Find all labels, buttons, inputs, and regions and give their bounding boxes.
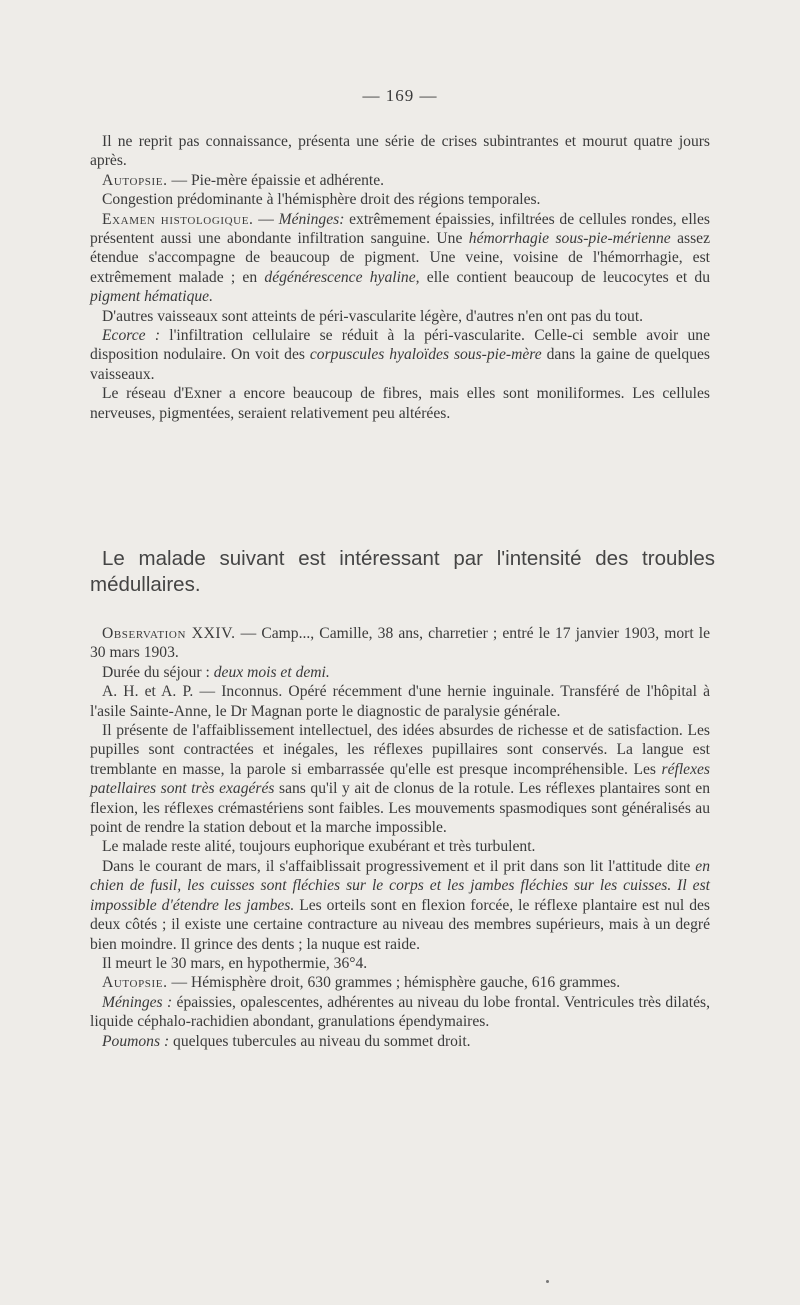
text-run: dégénérescence hyaline, [264,268,420,286]
text-run: hémorrhagie sous-pie-mérienne [468,230,671,248]
text-run: D'autres vaisseaux sont atteints de péri-vascularite légère, d'autres n'en ont pas du tout. [102,307,644,325]
text-run: — Pie-mère épaissie et adhérente. [167,171,385,189]
paragraph [90,993,710,1032]
text-run: Ecorce : [102,327,161,345]
text-run: dans la gaine de quelques vaisseaux. [90,346,710,383]
paragraph [90,973,710,992]
text-run: Congestion prédominante à l'hémisphère droit des régions temporales. [102,191,541,209]
paragraph [90,171,710,190]
paragraph [90,1032,710,1051]
text-run: Autopsie. [102,171,168,189]
text-run: sans qu'il y ait de clonus de la rotule. Les réflexes plantaires sont en flexion, les réflexes crémastériens sont faibles. Les mouvements spasmodiques sont généralisés au point de rendre la station debout et la marche impossible. [90,780,710,837]
text-block-observation-xxiv [90,624,710,1051]
text-run: Poumons : [102,1032,170,1050]
paragraph [90,210,710,307]
text-run: A. H. et A. P. — Inconnus. Opéré récemment d'une hernie inguinale. Transféré de l'hôpital à l'asile Sainte-Anne, le Dr Magnan porte le diagnostic de paralysie générale. [90,683,710,720]
text-run: — Camp..., Camille, 38 ans, charretier ; entré le 17 janvier 1903, mort le 30 mars 1903. [90,625,711,662]
paragraph [90,384,710,423]
text-run: épaissies, opalescentes, adhérentes au niveau du lobe frontal. Ventricules très dilatés, liquide céphalo-rachidien abondant, granulations épendymaires. [90,993,710,1031]
text-run: — Hémisphère droit, 630 grammes ; hémisphère gauche, 616 grammes. [167,974,621,992]
paragraph [90,721,710,837]
text-block-case-end [90,132,710,423]
text-run: Il meurt le 30 mars, en hypothermie, 36°4. [102,954,368,972]
text-run: Il présente de l'affaiblissement intellectuel, des idées absurdes de richesse et de satisfaction. Les pupilles sont contractées et inégales, les réflexes pupillaires sont conservés. La langue est tremblante en masse, la parole si embarrassée qu'elle est presque incompréhensible. Les [90,722,710,778]
paragraph [90,682,710,721]
text-run: Durée du séjour : [102,663,214,681]
text-run: Méninges : [102,993,173,1011]
text-run: — [253,210,279,228]
text-run: quelques tubercules au niveau du sommet droit. [169,1032,471,1050]
page-number: — 169 — [362,86,438,105]
paragraph [90,190,710,209]
paragraph [90,326,710,384]
text-run: Méninges: [278,210,345,228]
paragraph [90,837,710,856]
text-run: Le malade reste alité, toujours euphorique exubérant et très turbulent. [102,838,536,856]
text-run: Examen histologique. [102,210,254,228]
text-run: en chien de fusil, les cuisses sont fléchies sur le corps et les jambes fléchies sur les cuisses. Il est impossible d'étendre les jambes. [90,857,710,914]
section-intro: Le malade suivant est intéressant par l'intensité des troubles médullaires. [90,547,715,596]
paragraph [90,132,710,171]
text-run: réflexes patellaires sont très exagérés [90,760,710,798]
text-run: Les orteils sont en flexion forcée, le réflexe plantaire est nul des deux côtés ; il existe une certaine contracture au niveau des membres supérieurs, mais à un degré bien moindre. Il grince des dents ; la nuque est raide. [90,896,710,953]
text-run: Dans le courant de mars, il s'affaiblissait progressivement et il prit dans son lit l'attitude dite [102,857,696,875]
text-run: elle contient beaucoup de leucocytes et du [419,268,711,286]
paragraph [90,624,710,663]
text-run: extrêmement épaissies, infiltrées de cellules rondes, elles présentent aussi une abondante infiltration sanguine. Une [90,210,710,248]
text-run: deux mois et demi. [213,663,330,681]
ink-speck [546,1280,549,1283]
text-run: corpuscules hyaloïdes sous-pie-mère [309,346,542,364]
text-run: Autopsie. [102,974,168,992]
text-run: Le réseau d'Exner a encore beaucoup de fibres, mais elles sont moniliformes. Les cellules nerveuses, pigmentées, seraient relativement peu altérées. [90,385,710,422]
text-run: pigment hématique. [90,288,213,306]
paragraph [90,663,710,682]
text-run: l'infiltration cellulaire se réduit à la péri-vascularite. Celle-ci semble avoir une disposition nodulaire. On voit des [90,327,710,364]
paragraph [90,857,710,954]
text-run: Observation XXIV. [102,625,236,642]
paragraph [90,307,710,326]
text-run: Il ne reprit pas connaissance, présenta une série de crises subintrantes et mourut quatre jours après. [90,133,710,170]
paragraph [90,954,710,973]
text-run: assez étendue s'accompagne de beaucoup de pigment. Une veine, voisine de l'hémorrhagie, est extrêmement malade ; en [90,230,710,286]
